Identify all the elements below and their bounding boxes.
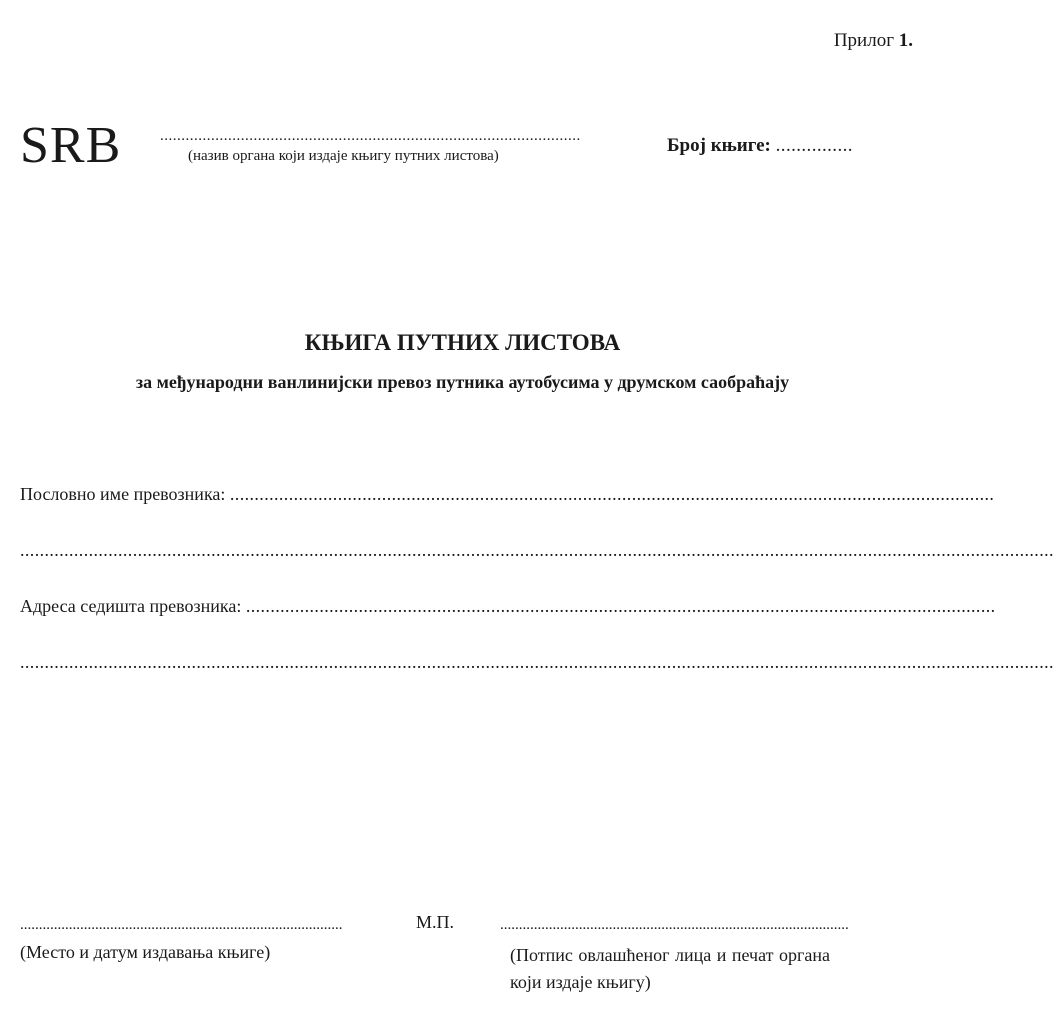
carrier-address-continuation-row bbox=[20, 652, 1054, 673]
carrier-name-continuation-row bbox=[20, 540, 1054, 561]
signature-field[interactable]: ............................................................................................. bbox=[500, 917, 849, 933]
book-number-label: Број књиге: bbox=[667, 135, 771, 156]
document-title: КЊИГА ПУТНИХ ЛИСТОВА bbox=[304, 330, 621, 355]
carrier-name-continuation-field[interactable]: ................................................................................................................................................................................................................... bbox=[20, 540, 1054, 560]
place-date-caption: (Место и датум издавања књиге) bbox=[20, 942, 271, 962]
annex-label-text: Прилог bbox=[833, 30, 894, 51]
place-date-field[interactable]: ...................................................................................... bbox=[20, 917, 343, 933]
book-number-field[interactable]: ............... bbox=[775, 135, 853, 156]
carrier-address-label: Адреса седишта превозника: bbox=[20, 596, 242, 616]
document-subtitle: за међународни ванлинијски превоз путника аутобусима у друмском саобраћају bbox=[135, 372, 790, 392]
signature-caption: (Потпис овлашћеног лица и печат органа који издаје књигу) bbox=[510, 945, 830, 992]
country-code: SRB bbox=[20, 117, 122, 174]
carrier-address-field[interactable]: ......................................................................................................................................................... bbox=[245, 596, 996, 616]
seal-placeholder: М.П. bbox=[416, 912, 455, 932]
carrier-name-field[interactable]: ............................................................................................................................................................ bbox=[229, 484, 995, 504]
carrier-address-continuation-field[interactable]: ................................................................................................................................................................................................................... bbox=[20, 652, 1054, 672]
issuer-name-field[interactable]: ................................................................................................... bbox=[160, 128, 581, 144]
issuer-name-caption: (назив органа који издаје књигу путних листова) bbox=[188, 148, 499, 164]
carrier-name-row bbox=[20, 484, 995, 505]
annex-label bbox=[834, 30, 913, 52]
carrier-name-label: Пословно име превозника: bbox=[20, 484, 226, 504]
carrier-address-row bbox=[20, 596, 996, 617]
book-number bbox=[667, 135, 853, 157]
annex-number: 1. bbox=[898, 30, 913, 51]
